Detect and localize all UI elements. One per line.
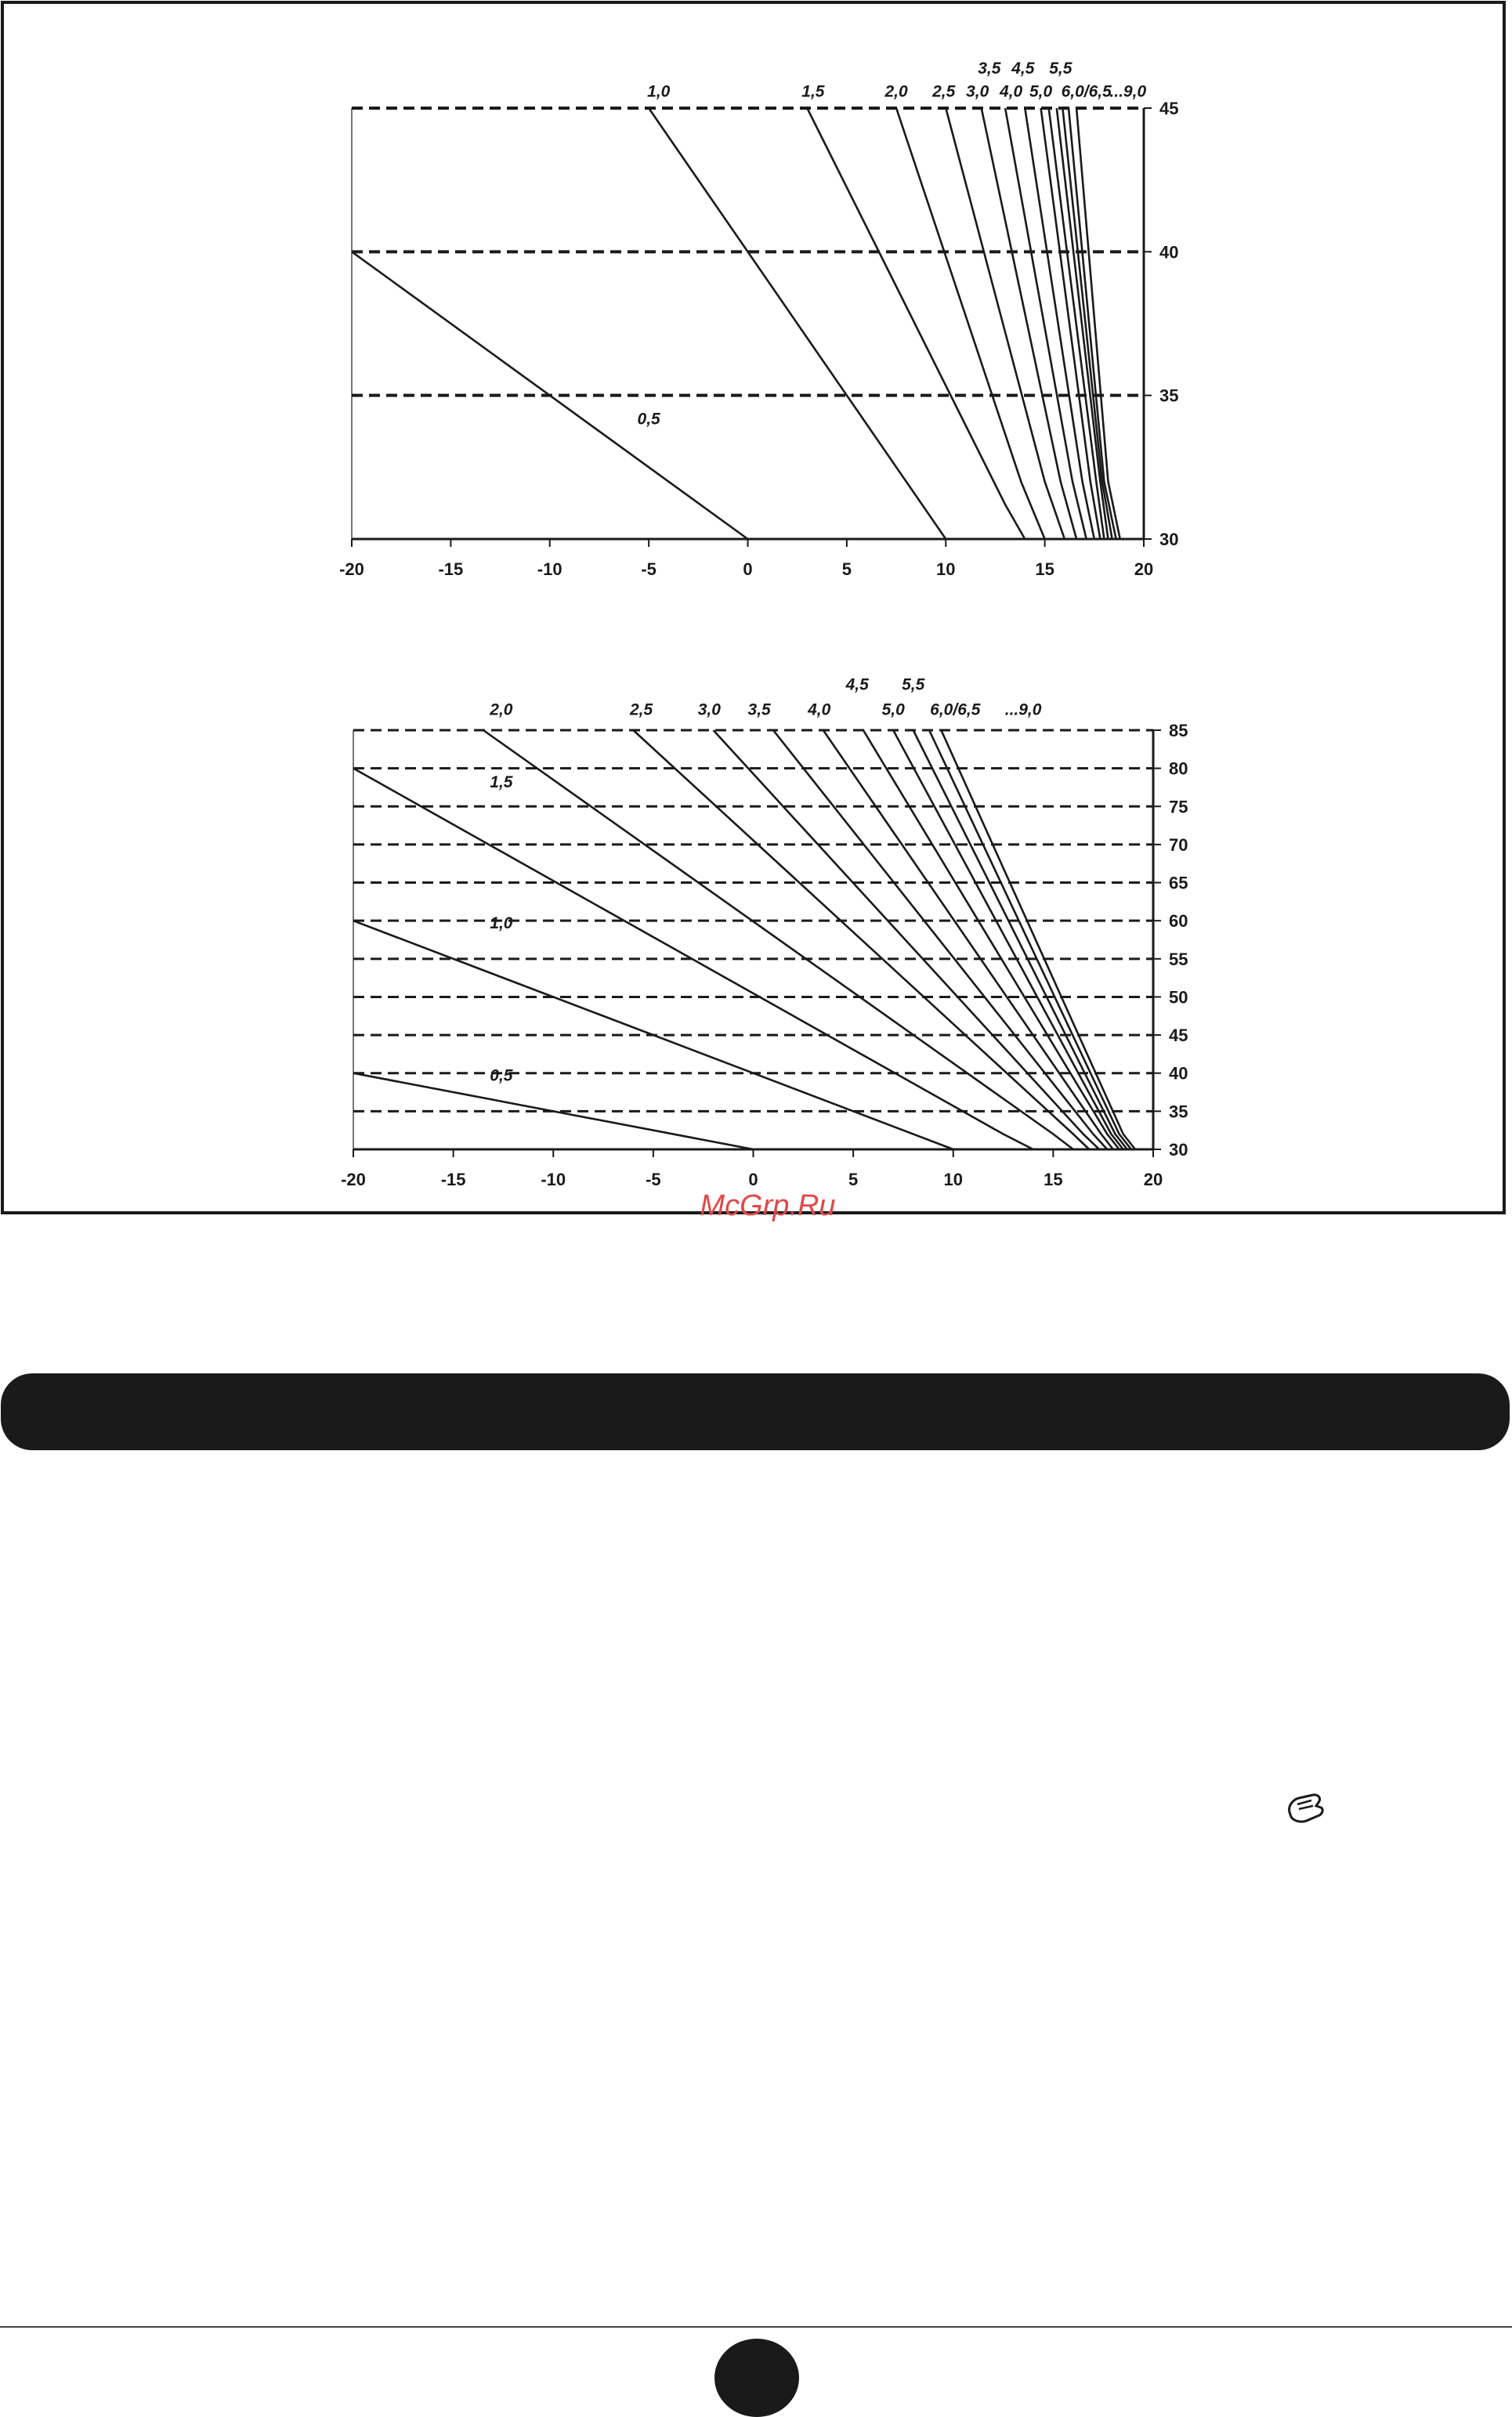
curve-label: 1,5 — [490, 772, 513, 791]
heating-curve-6-5 — [941, 730, 1135, 1149]
curve-label: 3,5 — [747, 700, 771, 719]
x-tick-label: -5 — [646, 1170, 661, 1189]
y-tick-label: 50 — [1169, 987, 1188, 1008]
y-tick-label: 65 — [1169, 873, 1188, 893]
y-tick-label: 75 — [1169, 797, 1188, 817]
curve-label: 6,0/6,5 — [930, 700, 981, 719]
footer-rule — [0, 2326, 1512, 2328]
x-tick-label: 20 — [1143, 1170, 1163, 1189]
curve-label: ...9,0 — [1004, 700, 1042, 719]
curve-label: 4,0 — [1000, 82, 1023, 101]
x-tick-label: 15 — [1044, 1170, 1063, 1189]
heating-curve-4-5 — [863, 730, 1120, 1149]
x-tick-label: 5 — [841, 559, 852, 579]
heating-curve-5-0 — [893, 730, 1123, 1149]
curve-label: 4,5 — [845, 675, 869, 694]
curve-label: 3,5 — [978, 60, 1001, 78]
x-tick-label: -15 — [438, 559, 464, 579]
y-tick-label: 45 — [1169, 1026, 1188, 1046]
curve-label: 0,5 — [490, 1066, 513, 1085]
curve-label: 3,0 — [697, 700, 721, 719]
watermark-text: McGrp.Ru — [700, 1189, 836, 1222]
curve-label: 5,5 — [1049, 60, 1073, 78]
x-tick-label: -10 — [537, 559, 562, 579]
y-tick-label: 60 — [1169, 911, 1188, 932]
curve-label: 5,5 — [902, 675, 925, 694]
curve-label: 1,0 — [647, 82, 671, 101]
curve-label: 4,5 — [1011, 60, 1035, 78]
curve-label: 2,5 — [932, 82, 956, 101]
section-header-bar — [1, 1373, 1510, 1450]
curve-label: 5,0 — [1029, 82, 1053, 101]
heating-curve-4-0 — [823, 730, 1113, 1149]
curve-label: ...9,0 — [1109, 82, 1147, 101]
x-tick-label: 20 — [1134, 559, 1154, 579]
heating-curve-3-0 — [714, 730, 1100, 1149]
x-tick-label: -20 — [341, 1170, 366, 1189]
curve-label: 3,0 — [966, 82, 989, 101]
x-tick-label: 0 — [748, 1170, 758, 1189]
curve-label: 0,5 — [637, 410, 660, 429]
y-tick-label: 40 — [1169, 1063, 1188, 1084]
curve-label: 1,5 — [801, 82, 825, 101]
y-tick-label: 35 — [1169, 1102, 1188, 1122]
page-number-dot — [714, 2339, 799, 2417]
y-tick-label: 70 — [1169, 834, 1188, 855]
curve-label: 4,0 — [808, 700, 831, 719]
x-tick-label: -15 — [440, 1170, 466, 1189]
curve-label: 2,5 — [629, 700, 653, 719]
glove-icon — [1285, 1789, 1326, 1826]
x-tick-label: -20 — [339, 559, 364, 579]
heating-curve-3-5 — [773, 730, 1107, 1149]
curve-label: 1,0 — [490, 914, 513, 932]
y-tick-label: 30 — [1169, 1140, 1188, 1160]
heating-curve-2-0 — [483, 730, 1073, 1149]
y-tick-label: 85 — [1169, 721, 1188, 740]
curve-label: 5,0 — [881, 700, 905, 719]
y-tick-label: 45 — [1159, 99, 1179, 118]
x-tick-label: 15 — [1035, 559, 1054, 579]
curve-label: 2,0 — [884, 82, 908, 101]
x-tick-label: 0 — [743, 559, 753, 579]
y-tick-label: 40 — [1159, 242, 1179, 262]
y-tick-label: 35 — [1159, 385, 1179, 406]
x-tick-label: -5 — [641, 559, 657, 579]
y-tick-label: 55 — [1169, 949, 1188, 969]
heating-curve-2-5 — [633, 730, 1089, 1149]
curve-label: 2,0 — [490, 700, 513, 719]
x-tick-label: 5 — [848, 1170, 859, 1189]
curve-label: 6,0/6,5 — [1061, 82, 1112, 101]
y-tick-label: 80 — [1169, 758, 1188, 779]
x-tick-label: 10 — [943, 1170, 963, 1189]
y-tick-label: 30 — [1159, 530, 1179, 549]
x-tick-label: -10 — [541, 1170, 566, 1189]
x-tick-label: 10 — [936, 559, 956, 579]
